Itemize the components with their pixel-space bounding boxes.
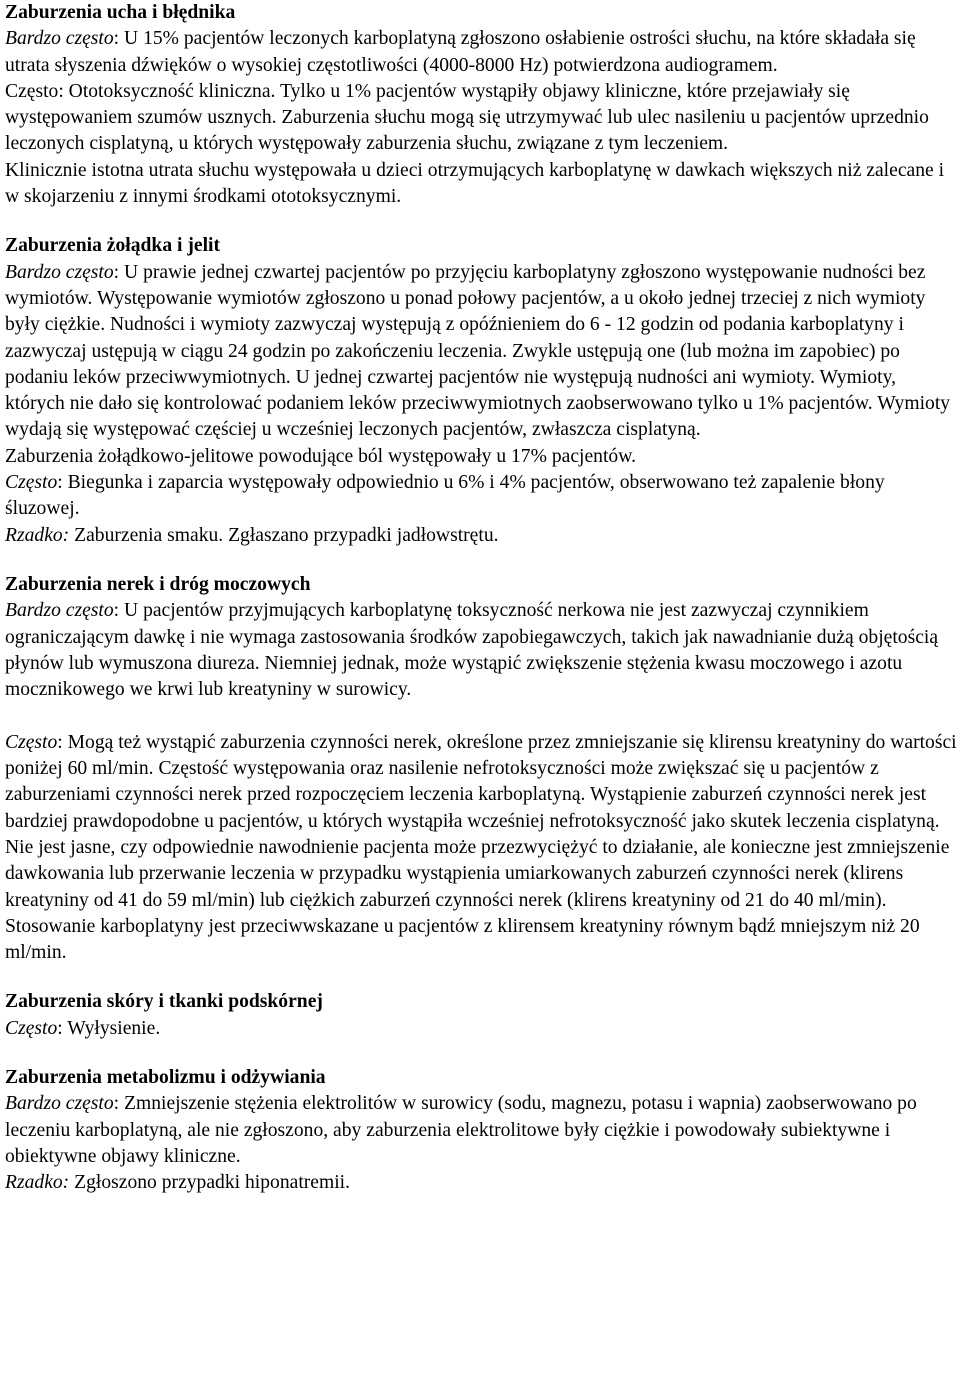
frequency-term: Bardzo często [5,600,114,622]
section-gastrointestinal-disorders [5,233,960,549]
paragraph [5,523,960,549]
paragraph [5,835,960,966]
paragraph [5,470,960,523]
paragraph [5,1016,960,1042]
paragraph-text: Klinicznie istotna utrata słuchu występowała u dzieci otrzymujących karboplatynę w dawkach większych niż zalecane i w skojarzeniu z innymi środkami ototoksycznymi. [5,159,945,208]
paragraph-text: Wyłysienie. [67,1017,161,1039]
paragraph [5,1091,960,1170]
paragraph-text: U pacjentów przyjmujących karboplatynę toksyczność nerkowa nie jest zazwyczaj czynnikiem ograniczającym dawkę i nie wymaga zastosowania środków zapobiegawczych, takich jak nawadnianie dużą objętością płynów lub wymuszona diureza. Niemniej jednak, może wystąpić zwiększenie stężenia kwasu moczowego i azotu mocznikowego we krwi lub kreatyniny w surowicy. [5,600,939,701]
term-separator: : [113,600,125,622]
frequency-term: Rzadko: [5,524,70,546]
paragraph-text: Mogą też wystąpić zaburzenia czynności nerek, określone przez zmniejszanie się klirensu kreatyniny do wartości poniżej 60 ml/min. Częstość występowania oraz nasilenie nefrotoksyczności może zwiększać się u pacjentów z zaburzeniami czynności nerek przed rozpoczęciem leczenia karboplatyną. Wystąpienie zaburzeń czynności nerek jest bardziej prawdopodobne u pacjentów, u których wystąpiła wcześniej nefrotoksyczność jako skutek leczenia cisplatyną. [5,731,957,832]
document-body [5,0,960,1196]
paragraph-text: Zaburzenia żołądkowo-jelitowe powodujące ból występowały u 17% pacjentów. [5,445,636,467]
paragraph [5,1170,960,1196]
paragraph-text: Biegunka i zaparcia występowały odpowiednio u 6% i 4% pacjentów, obserwowano też zapalenie błony śluzowej. [5,472,885,520]
section-heading: Zaburzenia skóry i tkanki podskórnej [5,991,323,1013]
frequency-term: Rzadko: [5,1172,70,1194]
paragraph [5,26,960,79]
paragraph [5,598,960,703]
frequency-term: Bardzo często [5,28,114,50]
paragraph-text: Zmniejszenie stężenia elektrolitów w surowicy (sodu, magnezu, potasu i wapnia) zaobserwowano po leczeniu karboplatyną, ale nie zgłoszono, aby zaburzenia elektrolitowe były ciężkie i powodowały subiektywne i obiektywne objawy kliniczne. [5,1093,917,1167]
term-separator: : [57,731,68,753]
section-metabolism-disorders [5,1065,960,1196]
paragraph-text: Zgłoszono przypadki hiponatremii. [74,1172,351,1194]
frequency-term: Często [5,1017,58,1039]
section-heading: Zaburzenia ucha i błędnika [5,2,236,23]
section-renal-urinary-disorders [5,572,960,966]
term-separator: : [113,261,125,283]
paragraph [5,260,960,444]
term-separator: : [57,1017,68,1039]
section-skin-disorders [5,989,960,1042]
section-ear-disorders [5,0,960,210]
term-separator: : [57,472,68,494]
paragraph-text: Często: Ototoksyczność kliniczna. Tylko u 1% pacjentów wystąpiły objawy kliniczne, które przejawiały się występowaniem szumów usznych. Zaburzenia słuchu mogą się utrzymywać lub ulec nasileniu u pacjentów uprzednio leczonych cisplatyną, u których występowały zaburzenia słuchu, związane z tym leczeniem. [5,80,929,155]
frequency-term: Często [5,472,58,494]
section-heading: Zaburzenia żołądka i jelit [5,235,220,257]
frequency-term: Często [5,731,58,753]
term-separator: : [113,28,125,50]
paragraph [5,444,960,470]
term-separator: : [113,1093,125,1115]
frequency-term: Bardzo często [5,1093,114,1115]
section-heading: Zaburzenia nerek i dróg moczowych [5,573,311,595]
section-heading: Zaburzenia metabolizmu i odżywiania [5,1066,326,1088]
paragraph [5,158,960,211]
paragraph-text: U prawie jednej czwartej pacjentów po przyjęciu karboplatyny zgłoszono występowanie nudności bez wymiotów. Występowanie wymiotów zgłoszono u ponad połowy pacjentów, a u około jednej trzeciej z nich wymioty były ciężkie. Nudności i wymioty zazwyczaj występują z opóźnieniem do 6 - 12 godzin od podania karboplatyny i zazwyczaj ustępują w ciągu 24 godzin po zakończeniu leczenia. Zwykle ustępują one (lub można im zapobiec) po podaniu leków przeciwwymiotnych. U jednej czwartej pacjentów nie występują nudności ani wymioty. Wymioty, których nie dało się kontrolować podaniem leków przeciwwymiotnych zaobserwowano tylko u 1% pacjentów. Wymioty wydają się występować częściej u wcześniej leczonych pacjentów, zwłaszcza cisplatyną. [5,261,951,441]
paragraph-text: Nie jest jasne, czy odpowiednie nawodnienie pacjenta może przezwyciężyć to działanie, ale konieczne jest zmniejszenie dawkowania lub przerwanie leczenia w przypadku wystąpienia umiarkowanych zaburzeń czynności nerek (klirens kreatyniny od 41 do 59 ml/min) lub ciężkich zaburzeń czynności nerek (klirens kreatyniny od 21 do 40 ml/min). Stosowanie karboplatyny jest przeciwwskazane u pacjentów z klirensem kreatyniny równym bądź mniejszym niż 20 ml/min. [5,836,950,964]
paragraph [5,730,960,835]
paragraph-text: U 15% pacjentów leczonych karboplatyną zgłoszono osłabienie ostrości słuchu, na które składała się utrata słyszenia dźwięków o wysokiej częstotliwości (4000-8000 Hz) potwierdzona audiogramem. [5,28,916,76]
paragraph-text: Zaburzenia smaku. Zgłaszano przypadki jadłowstrętu. [74,524,499,546]
paragraph [5,79,960,158]
frequency-term: Bardzo często [5,261,114,283]
